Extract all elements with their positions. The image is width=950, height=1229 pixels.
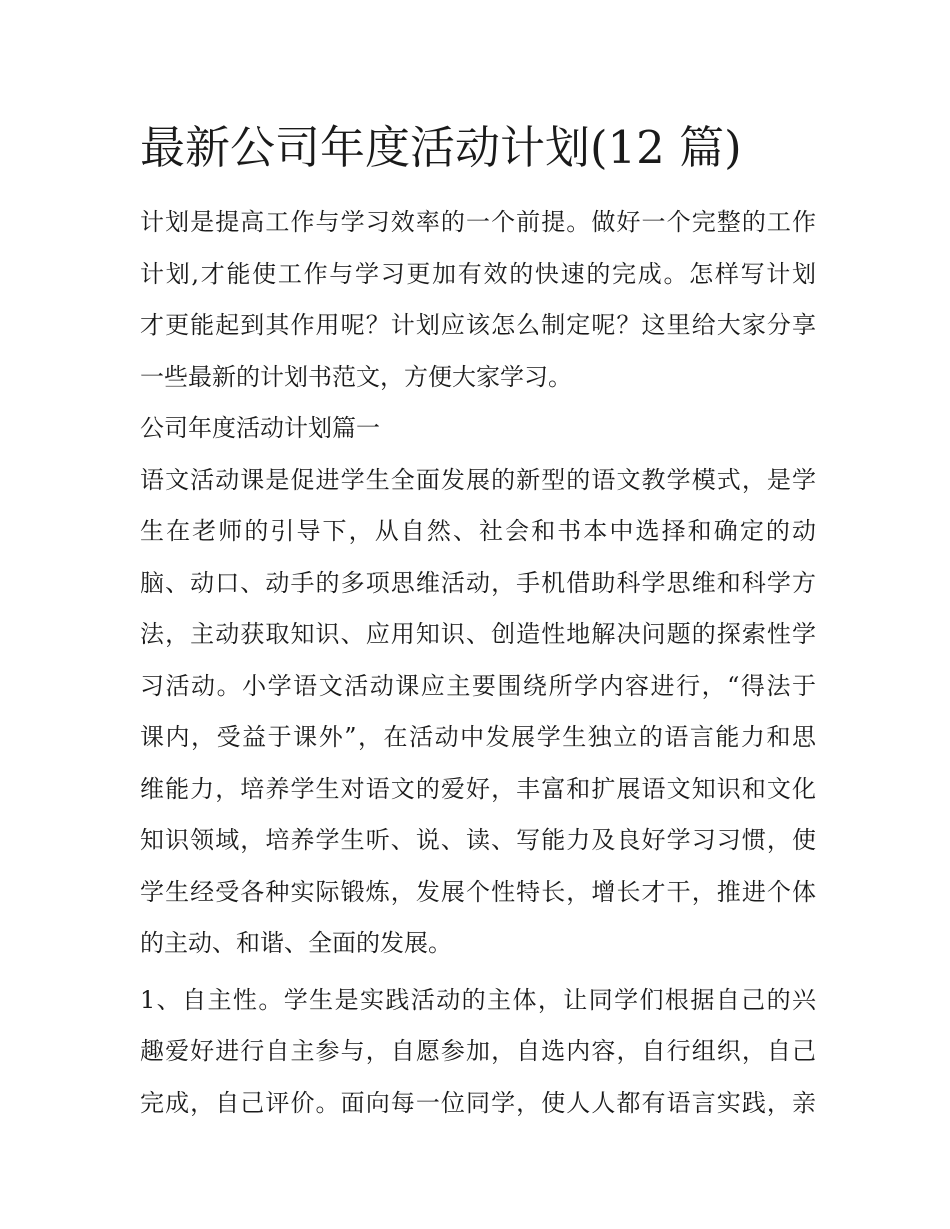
- section-line-2: 生在老师的引导下，从自然、社会和书本中选择和确定的动: [140, 517, 816, 545]
- section-line-1: 语文活动课是促进学生全面发展的新型的语文教学模式，是学: [140, 465, 816, 494]
- point-line-2: 趣爱好进行自主参与，自愿参加，自选内容，自行组织，自己: [140, 1037, 816, 1065]
- point-line-1: 1、自主性。学生是实践活动的主体，让同学们根据自己的兴: [140, 985, 816, 1014]
- intro-line-2: 计划,才能使工作与学习更加有效的快速的完成。怎样写计划: [140, 259, 816, 288]
- section-line-8: 知识领域，培养学生听、说、读、写能力及良好学习习惯，使: [140, 826, 816, 854]
- point-line-3: 完成，自己评价。面向每一位同学，使人人都有语言实践，亲: [140, 1088, 816, 1117]
- section-heading: 公司年度活动计划篇一: [140, 414, 380, 442]
- section-line-3: 脑、动口、动手的多项思维活动，手机借助科学思维和科学方: [140, 568, 816, 597]
- intro-line-1: 计划是提高工作与学习效率的一个前提。做好一个完整的工作: [140, 208, 816, 236]
- section-line-10: 的主动、和谐、全面的发展。: [140, 929, 452, 957]
- section-line-9: 学生经受各种实际锻炼，发展个性特长，增长才干，推进个体: [140, 877, 816, 906]
- document-body: [140, 197, 816, 1129]
- section-line-7: 维能力，培养学生对语文的爱好，丰富和扩展语文知识和文化: [140, 774, 816, 803]
- intro-line-4: 一些最新的计划书范文，方便大家学习。: [140, 362, 572, 391]
- intro-line-3: 才更能起到其作用呢？计划应该怎么制定呢？这里给大家分享: [140, 311, 816, 339]
- document-title: 最新公司年度活动计划(12 篇): [140, 121, 742, 174]
- section-line-5: 习活动。小学语文活动课应主要围绕所学内容进行，“得法于: [140, 671, 816, 700]
- section-line-4: 法，主动获取知识、应用知识、创造性地解决问题的探索性学: [140, 620, 816, 648]
- section-line-6: 课内，受益于课外”，在活动中发展学生独立的语言能力和思: [140, 723, 816, 751]
